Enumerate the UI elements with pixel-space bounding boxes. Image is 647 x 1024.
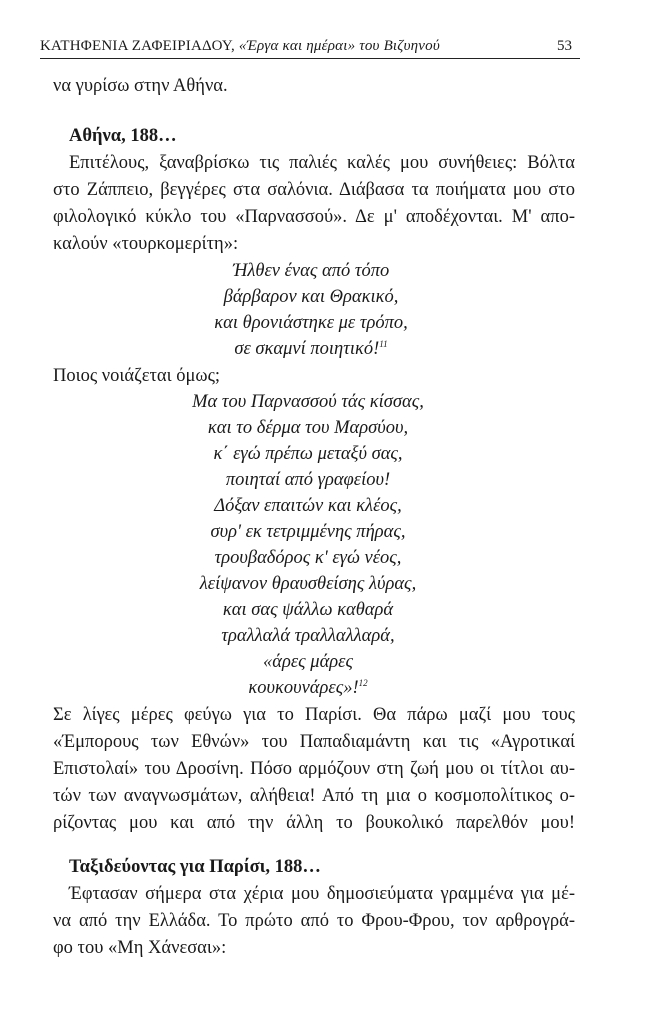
header-title: «Έργα και ημέραι» του Βιζυηνού [238, 38, 440, 54]
verse-line: Δόξαν επαιτών και κλέος, [214, 496, 402, 516]
text-line: φο του «Μη Χάνεσαι»: [53, 938, 227, 958]
text-line: Σε λίγες μέρες φεύγω για το Παρίσι. Θα πάρω μαζί μου τους [53, 705, 575, 725]
verse-line: τραλλαλά τραλλαλλαρά, [221, 626, 395, 646]
verse-line: Ήλθεν ένας από τόπο [232, 261, 390, 281]
verse-line: και σας ψάλλω καθαρά [222, 600, 394, 620]
text-line: «Έμπορους των Εθνών» του Παπαδιαμάντη και τις «Αγροτικαί [53, 732, 575, 752]
verse-line [111, 337, 511, 361]
verse-text: σε σκαμνί ποιητικό! [234, 339, 380, 359]
text-line: να από την Ελλάδα. Το πρώτο από το Φρου-Φρου, τον αρθρογρά- [53, 911, 575, 931]
text-line: ρίζοντας μου και από την άλλη το βουκολικό παρελθόν μου! [53, 813, 575, 833]
text-line: καλούν «τουρκομερίτη»: [53, 234, 239, 254]
verse-text: κουκουνάρες»! [248, 678, 359, 698]
verse-line: κ΄ εγώ πρέπω μεταξύ σας, [213, 444, 403, 464]
verse-line: τρουβαδόρος κ' εγώ νέος, [214, 548, 402, 568]
text-line: Έφτασαν σήμερα στα χέρια μου δημοσιεύματα γραμμένα για μέ- [69, 884, 575, 904]
text-line: στο Ζάππειο, βεγγέρες στα σαλόνια. Διάβασα τα ποιήματα μου στο [53, 180, 575, 200]
running-header [40, 36, 580, 59]
verse-line: συρ' εκ τετριμμένης πήρας, [210, 522, 406, 542]
verse-line: και το δέρμα του Μαρσύου, [207, 418, 409, 438]
text-line: Ποιος νοιάζεται όμως; [53, 366, 221, 386]
page-number: 53 [557, 38, 572, 54]
verse-line: και θρονιάστηκε με τρόπο, [214, 313, 408, 333]
footnote-marker: 12 [358, 677, 368, 688]
text-line: τών των αναγνωσμάτων, αλήθεια! Από τη μια ο κοσμοπολίτικος ο- [53, 786, 575, 806]
text-line: Επιτέλους, ξαναβρίσκω τις παλιές καλές μου συνήθειες: Βόλτα [69, 153, 575, 173]
text-line: φιλολογικό κύκλο του «Παρνασσού». Δε μ' αποδέχονται. Μ' απο- [53, 207, 575, 227]
running-title [40, 36, 440, 56]
verse-line: ποιηταί από γραφείου! [225, 470, 391, 490]
header-author: ΚΑΤΗΦΕΝΙΑ ΖΑΦΕΙΡΙΑΔΟΥ, [40, 38, 235, 54]
verse-line: Μα του Παρνασσού τάς κίσσας, [192, 392, 424, 412]
text-line: να γυρίσω στην Αθήνα. [53, 76, 228, 96]
verse-line: «άρες μάρες [263, 652, 353, 672]
verse-line: λείψανον θραυσθείσης λύρας, [199, 574, 417, 594]
verse-line [108, 676, 508, 700]
section-heading: Αθήνα, 188… [69, 126, 177, 146]
verse-line: βάρβαρον και Θρακικό, [223, 287, 399, 307]
text-line: Επιστολαί» του Δροσίνη. Πόσο αρμόζουν στη ζωή μου οι τίτλοι αυ- [53, 759, 575, 779]
footnote-marker: 11 [379, 338, 388, 349]
section-heading: Ταξιδεύοντας για Παρίσι, 188… [69, 857, 321, 877]
